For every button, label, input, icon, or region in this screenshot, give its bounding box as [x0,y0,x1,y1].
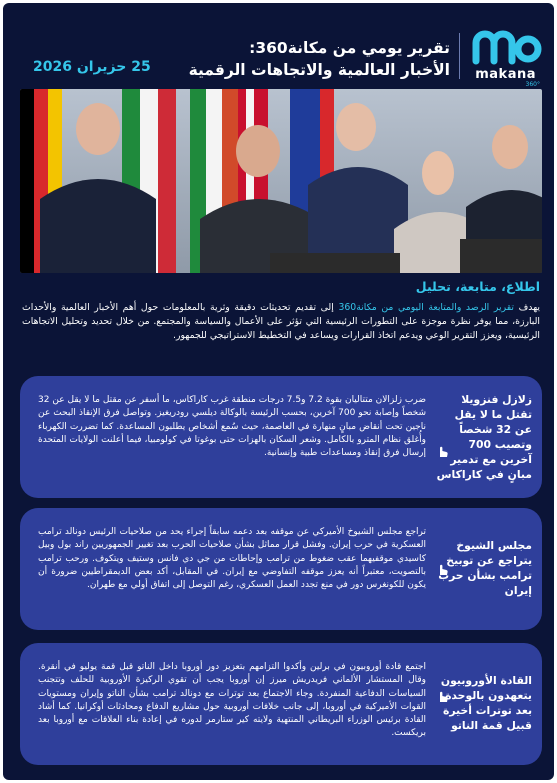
logo-mark-icon [470,27,542,67]
title-line-2: الأخبار العالمية والاتجاهات الرقمية [188,61,450,79]
brand-name: makana [475,67,536,82]
report-page [3,3,554,780]
hero-photo-illustration [20,89,542,273]
news-card[interactable] [20,376,542,498]
header-divider [459,33,460,79]
page-title [150,37,450,81]
news-card-body: ضرب زلزالان متتاليان بقوة 7.2 و7.5 درجات منطقة غرب كاراكاس، ما أسفر عن مقتل ما لا يقل عن 32 شخصاً وإصابة نحو 700 آخرين، بحسب الرئيسة بالوكالة ديلسي رودريغيز. وتواصل فرق الإنقاذ البحث عن ناجين تحت أنقاض مبانٍ منهارة في العاصمة، حيث سُمع أشخاص يطلبون المساعدة. كما تضررت الكهرباء وأُغلق نظام المترو بالكامل. وشعر السكان بالهزات حتى بوغوتا في كولومبيا، فيما أعلنت الولايات المتحدة إرسال فرق إنقاذ ومساعدات طبية وإنسانية. [38,395,426,459]
intro-paragraph [22,301,540,343]
tagline: اطلاع، متابعة، تحليل [415,279,540,294]
news-card[interactable] [20,643,542,765]
news-card-title: القادة الأوروبيون يتعهدون بالوحدة بعد توترات أخيرة قبيل قمة الناتو [440,674,532,732]
news-card-title: مجلس الشيوخ يتراجع عن توبيخ ترامب بشأن حرب إيران [438,539,532,597]
hero-photo [20,89,542,273]
title-line-1: تقرير يومي من مكانة360: [249,39,450,57]
intro-rest: إلى تقديم تحديثات دقيقة وثرية بالمعلومات حول أهم الأخبار العالمية والأحداث البارزة، مما يوفر نظرة موجزة على التطورات الرئيسية التي تؤثر على الأعمال والسياسة والمجتمع. من خلال تحديد وتحليل الاتجاهات الرئيسية، ويعزز التقرير الوعي ويدعم اتخاذ القرارات ويساعد في التخطيط الاستراتيجي للجمهور. [22,302,540,341]
report-date: 25 حزيران 2026 [33,59,151,75]
news-card-title: زلازل فنزويلا تقتل ما لا يقل عن 32 شخصاً وتصيب 700 آخرين مع تدمير مبانٍ في كاراكاس [436,393,532,481]
header [3,3,554,89]
brand-logo [470,27,542,87]
brand-sup: 360° [525,81,540,88]
news-card[interactable] [20,508,542,630]
intro-lead: يهدف [514,302,540,313]
news-card-body: تراجع مجلس الشيوخ الأميركي عن موقفه بعد دعمه سابقاً إجراء يحد من صلاحيات الرئيس دونالد ترامب العسكرية في حرب إيران. وفشل قرار مماثل بشأن صلاحيات الحرب بعد تغيير الجمهوريين راند بول وبيل كاسيدي موقفيهما عقب ضغوط من ترامب وإحاطات من جي دي فانس وستيف ويتكوف. ورحب ترامب بالتصويت، معتبراً أنه يعزز موقفه التفاوضي مع إيران. في المقابل، أكد بعض الديمقراطيين ضرورة أن يكون للكونغرس دور في منع تجدد العمل العسكري، رغم التوصل إلى اتفاق أولي مع طهران. [38,527,426,591]
news-card-body: اجتمع قادة أوروبيون في برلين وأكدوا التزامهم بتعزيز دور أوروبا داخل الناتو قبل قمة يوليو في أنقرة. وقال المستشار الألماني فريدريش ميرز إن أوروبا يجب أن تقوي الركيزة الأوروبية للحلف وتتجنب السياسات الدفاعية المنفردة. وجاء الاجتماع بعد توترات مع دونالد ترامب بشأن الناتو وإيران ومستويات القوات الأميركية في أوروبا، إلى جانب خلافات أوروبية حول مشاريع الدفاع ومحادثات أوكرانيا. كما أشاد القادة برئيس الوزراء البريطاني المنتهية ولايته كير ستارمر لدوره في إعادة بناء العلاقات مع أوروبا بعد بريكست. [38,662,426,739]
intro-highlight: تقرير الرصد والمتابعة اليومي من مكانة360 [338,302,514,313]
